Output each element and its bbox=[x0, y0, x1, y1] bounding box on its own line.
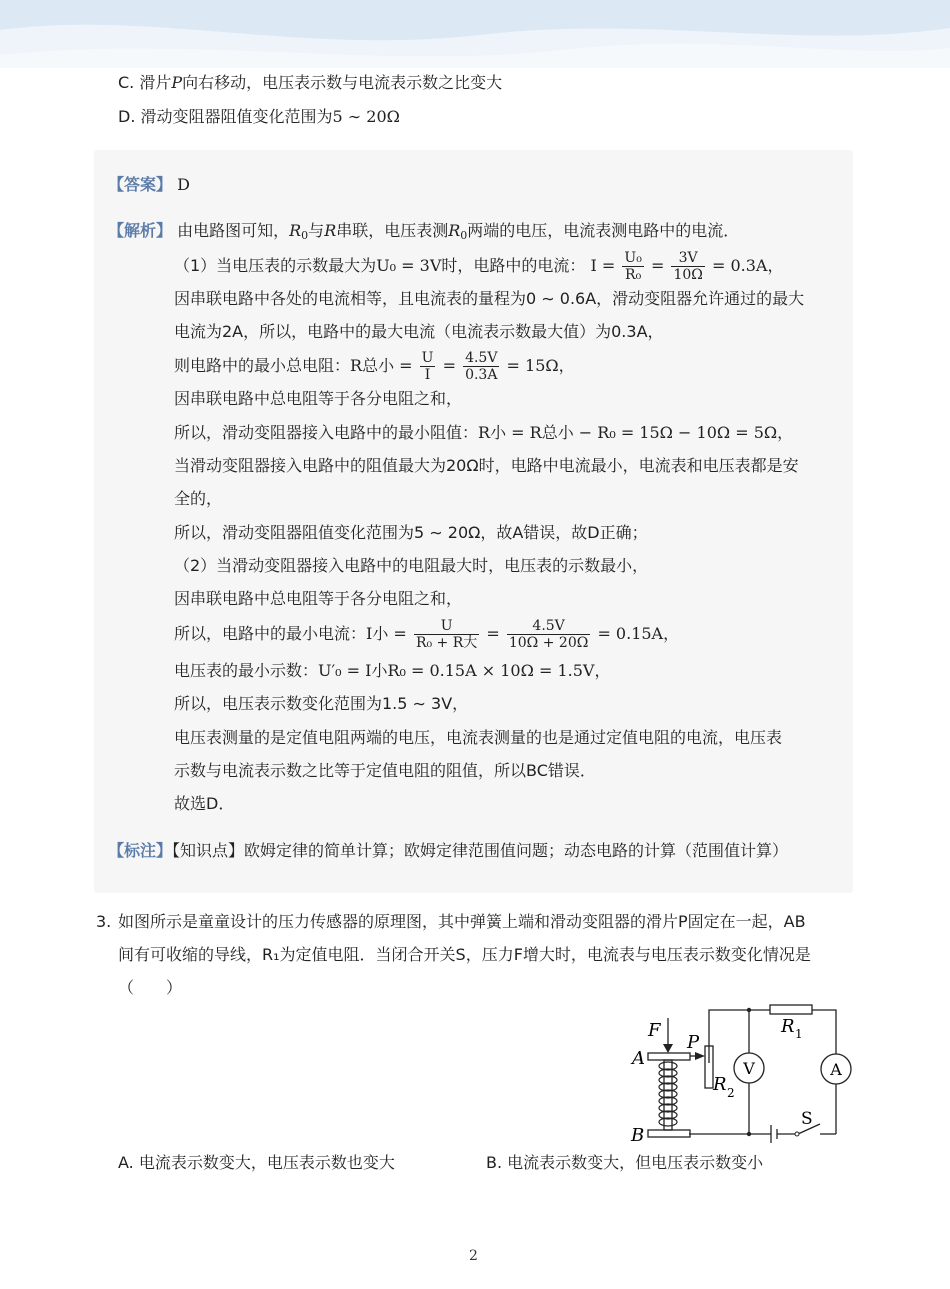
math: = bbox=[650, 256, 665, 275]
math-range: 5 ∼ 20Ω bbox=[332, 107, 400, 126]
analysis-line-9: 全的， bbox=[174, 489, 223, 508]
math: = bbox=[442, 356, 456, 375]
analysis-line-4: 电流为2A，所以，电路中的最大电流（电流表示数最大值）为0.3A， bbox=[174, 322, 664, 341]
fraction bbox=[507, 618, 590, 651]
analysis-line-14 bbox=[174, 661, 610, 681]
plate-a bbox=[648, 1053, 690, 1060]
math: = bbox=[486, 624, 500, 643]
circuit-diagram bbox=[615, 998, 865, 1148]
option-letter: B. bbox=[486, 1153, 503, 1172]
answer-tag: 【答案】 bbox=[108, 175, 173, 194]
option-text: 滑动变阻器阻值变化范围为 bbox=[140, 107, 333, 126]
frac-den: 10Ω bbox=[673, 267, 703, 283]
label-r2-sub: 2 bbox=[727, 1086, 735, 1100]
frac-num: U₀ bbox=[624, 250, 642, 266]
note-text: 【知识点】欧姆定律的简单计算；欧姆定律范围值问题；动态电路的计算（范围值计算） bbox=[172, 841, 789, 860]
text: 时，电路中的电流： bbox=[441, 256, 586, 275]
analysis-line-13 bbox=[174, 616, 679, 652]
page-number: 2 bbox=[469, 1248, 478, 1264]
label-b: B bbox=[631, 1125, 645, 1146]
frac-num: U bbox=[421, 350, 434, 366]
analysis-line-15: 所以，电压表示数变化范围为1.5 ∼ 3V， bbox=[174, 694, 469, 713]
frac-den: 10Ω + 20Ω bbox=[508, 635, 589, 651]
fraction bbox=[463, 350, 499, 383]
spring bbox=[659, 1062, 677, 1126]
var-p: P bbox=[171, 73, 183, 92]
question3-line-1: 如图所示是童童设计的压力传感器的原理图，其中弹簧上端和滑动变阻器的滑片P固定在一起，AB bbox=[118, 912, 806, 931]
text: 由电路图可知， bbox=[177, 221, 290, 240]
option-letter: A. bbox=[118, 1153, 134, 1172]
slider-arrowhead bbox=[695, 1052, 705, 1060]
analysis-tag: 【解析】 bbox=[108, 221, 173, 240]
frac-den: I bbox=[424, 367, 431, 383]
option-letter: C. bbox=[118, 73, 135, 92]
analysis-line-16: 电压表测量的是定值电阻两端的电压，电流表测量的也是通过定值电阻的电流，电压表 bbox=[174, 728, 783, 747]
text: 所以，滑动变阻器接入电路中的最小阻值： bbox=[174, 423, 479, 442]
answer-value: D bbox=[177, 175, 190, 194]
frac-den: R₀ bbox=[625, 267, 642, 283]
math: U₀ = 3V bbox=[376, 256, 442, 275]
option-text: 滑片 bbox=[139, 73, 172, 92]
frac-den: R₀ + R大 bbox=[415, 635, 478, 651]
math: = 0.3A bbox=[711, 256, 768, 275]
note-tag: 【标注】 bbox=[108, 841, 173, 860]
analysis-line-5 bbox=[174, 348, 575, 384]
label-s: S bbox=[801, 1109, 813, 1129]
math: R总小 = bbox=[350, 356, 413, 375]
fraction bbox=[420, 350, 436, 383]
note-line bbox=[108, 841, 788, 861]
analysis-line-17: 示数与电流表示数之比等于定值电阻的阻值，所以BC错误． bbox=[174, 761, 596, 780]
option-letter: D. bbox=[118, 107, 136, 126]
option-c bbox=[118, 73, 502, 93]
label-v: V bbox=[743, 1059, 755, 1078]
math: I = bbox=[590, 256, 616, 275]
text: 与 bbox=[308, 221, 325, 240]
option-a bbox=[118, 1153, 395, 1173]
frac-den: 0.3A bbox=[465, 367, 498, 383]
option-b bbox=[486, 1153, 763, 1173]
frac-num: U bbox=[414, 618, 479, 635]
analysis-line-2: （1）当电压表的示数最大为U₀ = 3V时，电路中的电流： I = $\frac{\text{U₀}}{\text{R₀}}$ = $\frac{3V}{10\Omega}$ = 0.3A， bbox=[174, 250, 784, 283]
analysis-line-10: 所以，滑动变阻器阻值变化范围为5 ∼ 20Ω，故A错误，故D正确； bbox=[174, 523, 648, 542]
math: R小 = R总小 − R₀ = 15Ω − 10Ω = 5Ω， bbox=[478, 423, 794, 442]
math: = 15Ω， bbox=[506, 356, 575, 375]
option-d bbox=[118, 107, 400, 127]
text: 电压表的最小示数： bbox=[174, 661, 319, 680]
text: 两端的电压，电流表测电路中的电流． bbox=[467, 221, 740, 240]
option-text: 电流表示数变大，但电压表示数变小 bbox=[507, 1153, 764, 1172]
fraction bbox=[414, 618, 479, 651]
frac-num: 4.5V bbox=[465, 350, 498, 366]
label-f: F bbox=[648, 1020, 661, 1041]
force-arrowhead bbox=[663, 1044, 673, 1053]
math: U′₀ = I小R₀ = 0.15A × 10Ω = 1.5V， bbox=[318, 661, 611, 680]
analysis-line-12: 因串联电路中总电阻等于各分电阻之和， bbox=[174, 589, 463, 608]
analysis-line-6: 因串联电路中总电阻等于各分电阻之和， bbox=[174, 389, 463, 408]
analysis-line-1: 【解析】 由电路图可知，$R_0$与R串联，电压表测$R_0$两端的电压，电流表测电路中的电流． bbox=[108, 221, 740, 242]
option-text: 向右移动，电压表示数与电流表示数之比变大 bbox=[182, 73, 503, 92]
fraction bbox=[622, 250, 643, 283]
analysis-line-7 bbox=[174, 423, 793, 443]
label-r2: R bbox=[713, 1074, 727, 1095]
text: 串联，电压表测 bbox=[336, 221, 449, 240]
question3-number: 3. bbox=[96, 912, 112, 931]
answer-line bbox=[108, 175, 190, 195]
label-r1: R bbox=[781, 1016, 795, 1037]
fraction bbox=[671, 250, 704, 283]
math: = 0.15A， bbox=[597, 624, 680, 643]
label-r1-sub: 1 bbox=[795, 1027, 803, 1041]
label-a: A bbox=[632, 1048, 645, 1069]
analysis-line-3: 因串联电路中各处的电流相等，且电流表的量程为0 ∼ 0.6A，滑动变阻器允许通过的最大 bbox=[174, 289, 805, 308]
analysis-line-11: （2）当滑动变阻器接入电路中的电阻最大时，电压表的示数最小， bbox=[174, 556, 649, 575]
frac-num: 4.5V bbox=[507, 618, 590, 635]
plate-b bbox=[648, 1130, 690, 1137]
text: （1）当电压表的示数最大为 bbox=[174, 256, 377, 275]
option-text: 电流表示数变大，电压表示数也变大 bbox=[138, 1153, 395, 1172]
label-ammeter: A bbox=[830, 1060, 842, 1079]
frac-num: 3V bbox=[671, 250, 704, 267]
question3-line-2: 间有可收缩的导线，R₁为定值电阻．当闭合开关S，压力F增大时，电流表与电压表示数变化情况是 bbox=[118, 945, 811, 964]
header-wave-decoration bbox=[0, 0, 950, 68]
text: 所以，电路中的最小电流： bbox=[174, 624, 367, 643]
question3-line-3: （ ） bbox=[118, 978, 183, 997]
resistor-r1 bbox=[770, 1005, 812, 1014]
text: 则电路中的最小总电阻： bbox=[174, 356, 351, 375]
analysis-line-18: 故选D． bbox=[174, 794, 235, 813]
analysis-line-8: 当滑动变阻器接入电路中的阻值最大为20Ω时，电路中电流最小，电流表和电压表都是安 bbox=[174, 456, 799, 475]
math: I小 = bbox=[366, 624, 407, 643]
label-p: P bbox=[687, 1032, 700, 1053]
